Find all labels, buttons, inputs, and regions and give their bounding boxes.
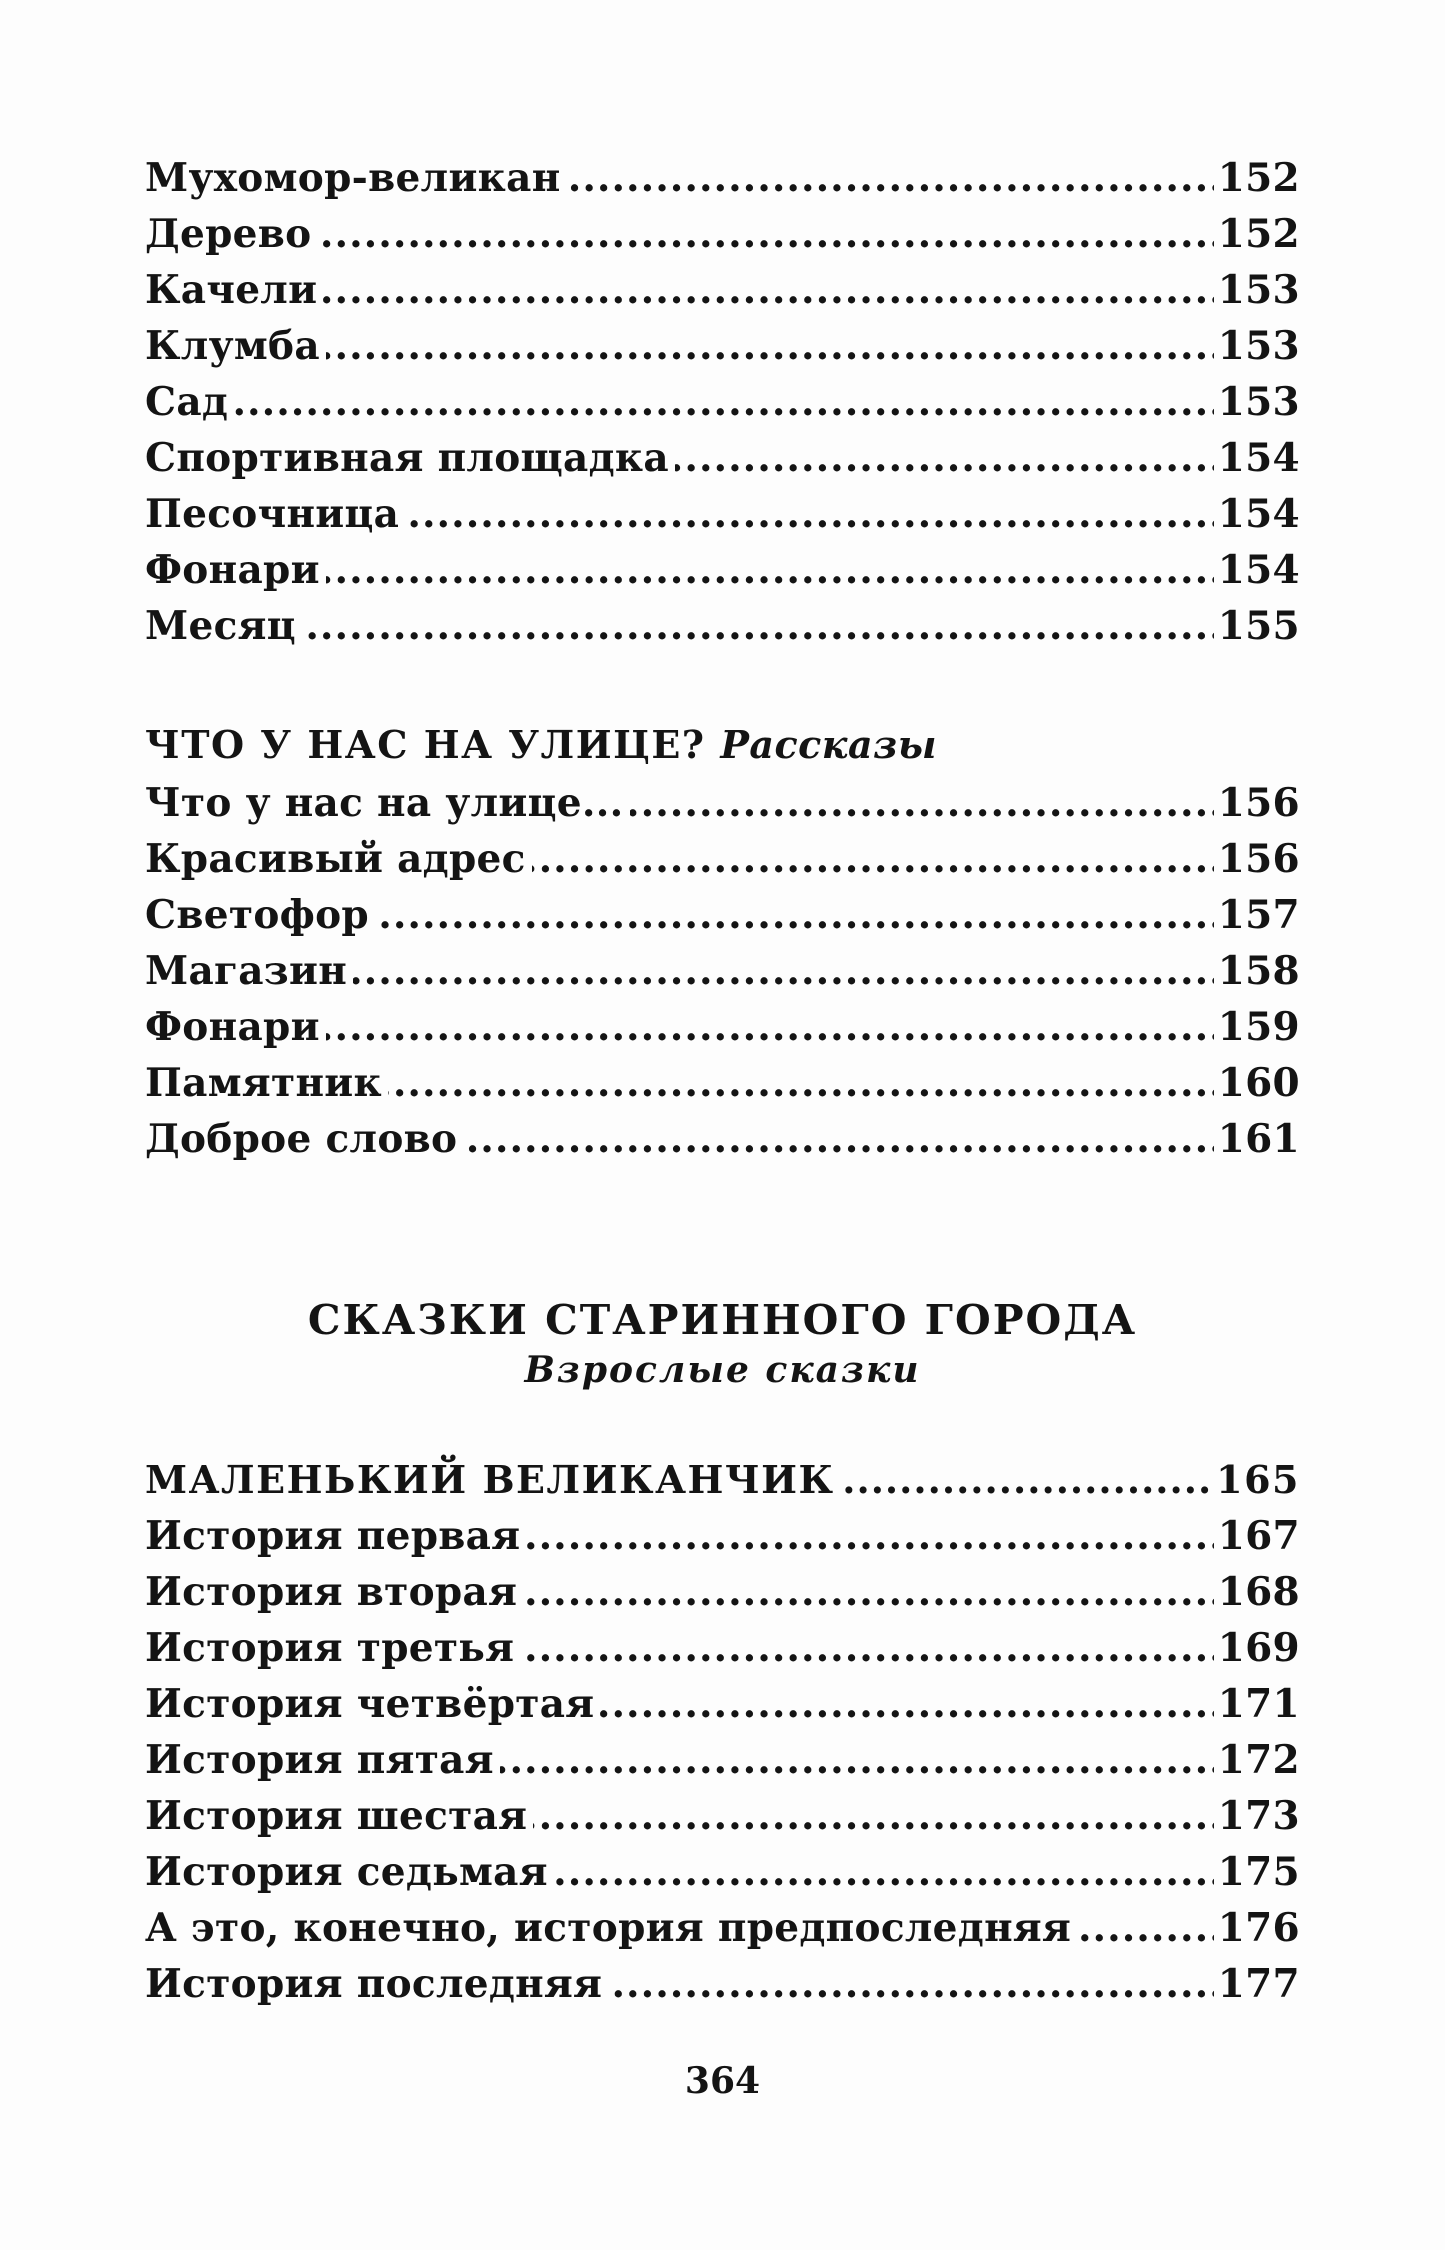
section-heading	[145, 715, 1300, 775]
entry-title: Фонари	[145, 547, 326, 593]
toc-entry	[145, 1956, 1300, 2012]
entry-page: 168	[1214, 1564, 1300, 1620]
entry-title: История последняя	[145, 1961, 608, 2007]
entry-page: 152	[1214, 206, 1300, 262]
section-subheading: Рассказы	[720, 722, 938, 767]
entry-page: 154	[1214, 430, 1300, 486]
entry-title: Что у нас на улице...	[145, 780, 630, 826]
leader-dots	[145, 598, 1300, 654]
entry-page: 153	[1214, 262, 1300, 318]
toc-entry	[145, 206, 1300, 262]
entry-page: 175	[1214, 1844, 1300, 1900]
entry-title: Памятник	[145, 1060, 388, 1106]
entry-page: 154	[1214, 542, 1300, 598]
entry-title: История четвёртая	[145, 1681, 600, 1727]
toc-entry	[145, 1111, 1300, 1167]
entry-title: Фонари	[145, 1004, 326, 1050]
entry-title: Дерево	[145, 211, 317, 257]
toc-entry	[145, 542, 1300, 598]
toc-entry	[145, 1900, 1300, 1956]
leader-dots	[145, 374, 1300, 430]
entry-title: МАЛЕНЬКИЙ ВЕЛИКАНЧИК	[145, 1457, 841, 1502]
entry-page: 153	[1214, 374, 1300, 430]
entry-title: История вторая	[145, 1569, 523, 1615]
entry-page: 165	[1212, 1452, 1300, 1508]
entry-title: Спортивная площадка	[145, 435, 675, 481]
entry-page: 155	[1214, 598, 1300, 654]
toc-entry	[145, 598, 1300, 654]
toc-entry	[145, 262, 1300, 318]
entry-title: Магазин	[145, 948, 353, 994]
entry-title: А это, конечно, история предпоследняя	[145, 1905, 1077, 1951]
toc-entry	[145, 943, 1300, 999]
entry-title: Клумба	[145, 323, 326, 369]
toc-entry	[145, 1508, 1300, 1564]
toc-section-giant	[145, 1452, 1300, 2012]
toc-entry	[145, 775, 1300, 831]
leader-dots	[145, 206, 1300, 262]
entry-title: История седьмая	[145, 1849, 554, 1895]
entry-page: 160	[1214, 1055, 1300, 1111]
entry-page: 154	[1214, 486, 1300, 542]
toc-entry	[145, 1844, 1300, 1900]
entry-title: Доброе слово	[145, 1116, 463, 1162]
toc-entry	[145, 887, 1300, 943]
toc-entry	[145, 1055, 1300, 1111]
toc-entry	[145, 831, 1300, 887]
entry-page: 152	[1214, 150, 1300, 206]
toc-section-entry	[145, 1452, 1300, 1508]
entry-page: 171	[1214, 1676, 1300, 1732]
toc-entry	[145, 1732, 1300, 1788]
entry-page: 177	[1214, 1956, 1300, 2012]
toc-entry	[145, 430, 1300, 486]
entry-page: 161	[1214, 1111, 1300, 1167]
entry-page: 173	[1214, 1788, 1300, 1844]
entry-title: Светофор	[145, 892, 375, 938]
entry-title: Красивый адрес	[145, 836, 532, 882]
entry-page: 156	[1214, 831, 1300, 887]
toc-entry	[145, 1620, 1300, 1676]
toc-section-street	[145, 715, 1300, 1167]
toc-group-playground	[145, 150, 1300, 654]
toc-entry	[145, 318, 1300, 374]
entry-page: 167	[1214, 1508, 1300, 1564]
entry-title: История шестая	[145, 1793, 533, 1839]
entry-title: Качели	[145, 267, 323, 313]
entry-page: 153	[1214, 318, 1300, 374]
toc-entry	[145, 1564, 1300, 1620]
entry-page: 159	[1214, 999, 1300, 1055]
entry-title: Месяц	[145, 603, 302, 649]
entry-page: 156	[1214, 775, 1300, 831]
toc-entry	[145, 999, 1300, 1055]
entry-page: 169	[1214, 1620, 1300, 1676]
entry-page: 157	[1214, 887, 1300, 943]
toc-entry	[145, 1676, 1300, 1732]
toc-entry	[145, 486, 1300, 542]
entry-title: Мухомор-великан	[145, 155, 567, 201]
part-title: СКАЗКИ СТАРИННОГО ГОРОДА	[307, 1296, 1138, 1344]
toc-entry	[145, 374, 1300, 430]
entry-page: 176	[1214, 1900, 1300, 1956]
entry-title: Песочница	[145, 491, 405, 537]
part-subtitle: Взрослые сказки	[524, 1349, 921, 1391]
section-heading-text: ЧТО У НАС НА УЛИЦЕ?	[145, 722, 706, 767]
toc-entry	[145, 150, 1300, 206]
entry-title: История пятая	[145, 1737, 500, 1783]
toc-entry	[145, 1788, 1300, 1844]
entry-title: Сад	[145, 379, 234, 425]
entry-page: 158	[1214, 943, 1300, 999]
page-number: 364	[684, 2060, 761, 2102]
entry-title: История первая	[145, 1513, 526, 1559]
entry-title: История третья	[145, 1625, 520, 1671]
entry-page: 172	[1214, 1732, 1300, 1788]
